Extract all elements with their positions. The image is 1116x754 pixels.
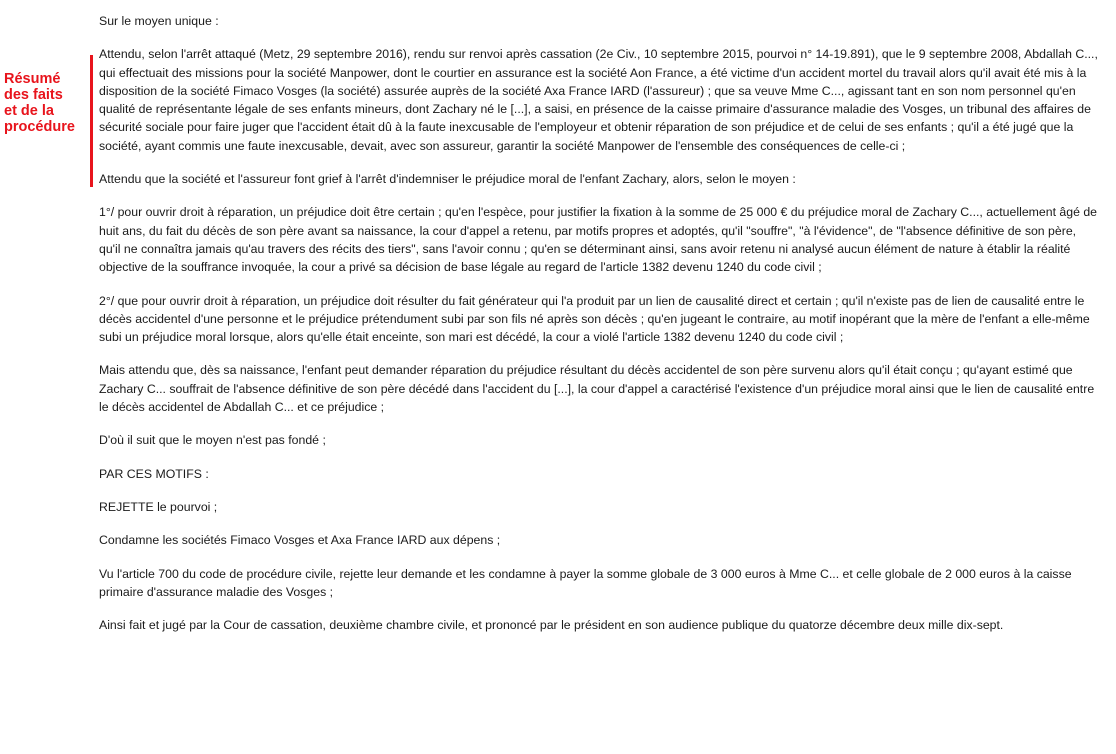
annotation-line: des faits: [4, 87, 63, 103]
paragraph-response: Mais attendu que, dès sa naissance, l'enfant peut demander réparation du préjudice résultant du décès accidentel de son père survenu alors qu'il était conçu ; qu'ayant estimé que Zachary C... souffrait de l'absence définitive de son père décédé dans l'accident du [...], la cour d'appel a caractérisé l'existence d'un préjudice moral ainsi que le lien de causalité entre le décès accidentel de Abdallah C... et ce préjudice ;: [99, 363, 1095, 415]
judgment-text: [99, 12, 1099, 649]
annotation-line: procédure: [4, 119, 75, 135]
annotation-line: Résumé: [4, 71, 61, 87]
paragraph-branch-1: 1°/ pour ouvrir droit à réparation, un préjudice doit être certain ; qu'en l'espèce, pour justifier la fixation à la somme de 25 000 € du préjudice moral de Zachary C..., actuellement âgé de huit ans, du fait du décès de son père avant sa naissance, la cour d'appel a retenu, par motifs propres et adoptés, qu'il "souffre", "à l'évidence", de "l'absence définitive de son père, qu'il ne connaîtra jamais qu'au travers des récits des tiers", sans l'avoir connu ; qu'en se déterminant ainsi, sans avoir retenu ni analysé aucun élément de nature à établir la réalité objective de la souffrance invoquée, la cour a privé sa décision de base légale au regard de l'article 1382 devenu 1240 du code civil ;: [99, 205, 1098, 275]
paragraph-signature: Ainsi fait et jugé par la Cour de cassation, deuxième chambre civile, et prononcé par le président en son audience publique du quatorze décembre deux mille dix-sept.: [99, 618, 1004, 633]
paragraph-motifs-heading: PAR CES MOTIFS :: [99, 466, 209, 481]
annotation-marker-bar: [90, 55, 93, 187]
margin-annotation: [4, 71, 90, 135]
paragraph-branch-2: 2°/ que pour ouvrir droit à réparation, un préjudice doit résulter du fait générateur qui l'a produit par un lien de causalité direct et certain ; qu'il n'existe pas de lien de causalité entre le décès accidentel d'une personne et le préjudice prétendument subi par son fils né après son décès ; qu'en jugeant le contraire, au motif inopérant que la mère de l'enfant a elle-même subi un préjudice moral lorsque, alors qu'elle était enceinte, son mari est décédé, la cour a violé l'article 1382 devenu 1240 du code civil ;: [99, 293, 1090, 345]
paragraph-article-700: Vu l'article 700 du code de procédure civile, rejette leur demande et les condamne à payer la somme globale de 3 000 euros à Mme C... et celle globale de 2 000 euros à la caisse primaire d'assurance maladie des Vosges ;: [99, 566, 1072, 599]
paragraph-heading-moyen: Sur le moyen unique :: [99, 14, 219, 28]
paragraph-grief: Attendu que la société et l'assureur font grief à l'arrêt d'indemniser le préjudice moral de l'enfant Zachary, alors, selon le moyen :: [99, 172, 796, 187]
annotation-line: et de la: [4, 103, 54, 119]
paragraph-facts: Attendu, selon l'arrêt attaqué (Metz, 29 septembre 2016), rendu sur renvoi après cassation (2e Civ., 10 septembre 2015, pourvoi n° 14-19.891), que le 9 septembre 2008, Abdallah C..., qui effectuait des missions pour la société Manpower, dont le courtier en assurance est la société Aon France, a été victime d'un accident mortel du travail alors qu'il avait été mis à la disposition de la société Fimaco Vosges (la société) assurée auprès de la société Axa France IARD (l'assureur) ; que sa veuve Mme C..., agissant tant en son nom personnel qu'en qualité de représentante légale de ses enfants mineurs, dont Zachary né le [...], a saisi, en présence de la caisse primaire d'assurance maladie des Vosges, un tribunal des affaires de sécurité sociale pour faire juger que l'accident était dû à la faute inexcusable de l'employeur et obtenir réparation de son préjudice et de celui de ses enfants ; qu'il a été jugé que la société, ayant commis une faute inexcusable, devait, avec son assureur, garantir la société Manpower de l'ensemble des conséquences de celle-ci ;: [99, 47, 1098, 153]
paragraph-rejette: REJETTE le pourvoi ;: [99, 499, 218, 514]
paragraph-depens: Condamne les sociétés Fimaco Vosges et Axa France IARD aux dépens ;: [99, 533, 501, 548]
paragraph-conclusion: D'où il suit que le moyen n'est pas fondé ;: [99, 433, 326, 448]
